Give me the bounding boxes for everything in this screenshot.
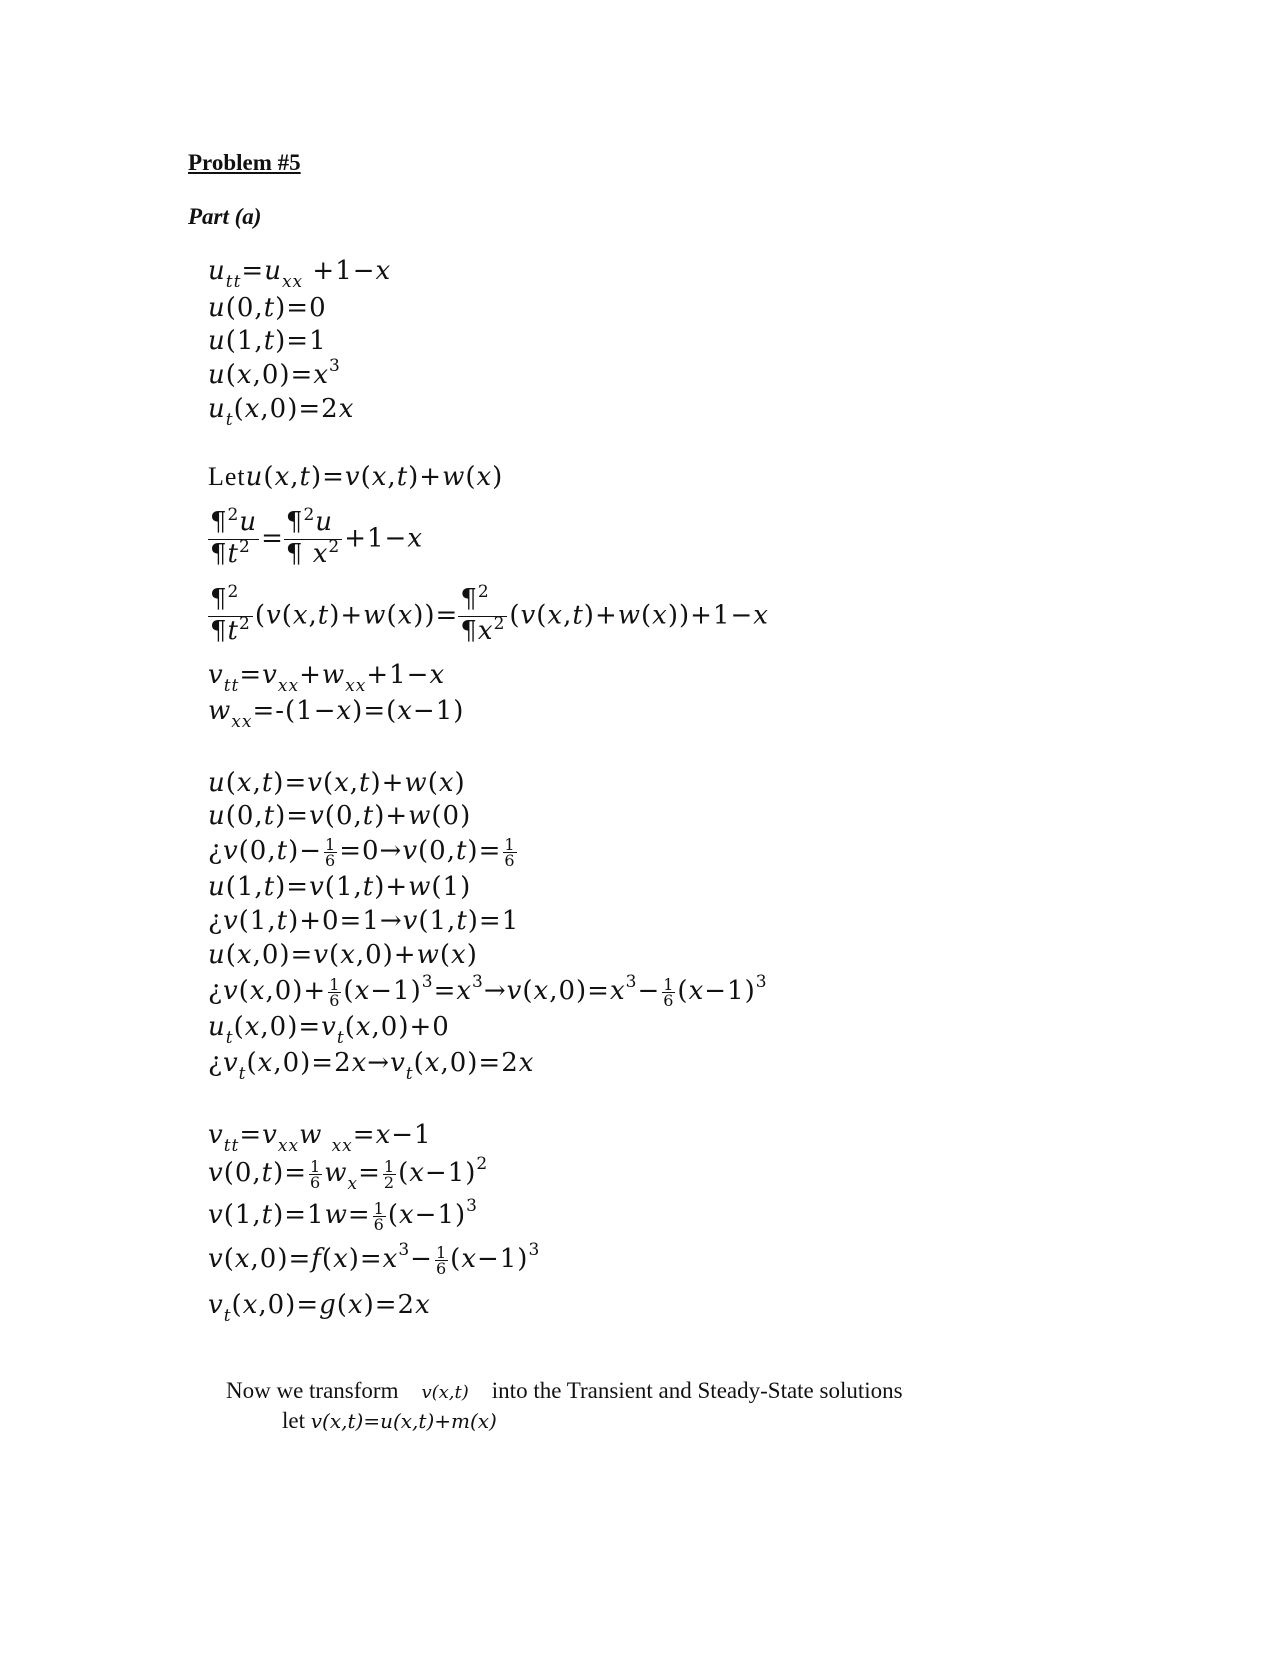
let-line-prefix: let [282,1408,305,1433]
equation-partial-form: $\frac{\P^2u}{\P t^2}$ = $\frac{\P^2u}{\P x^2}$ +1−x [210,505,424,569]
equation-v-bc-right-summary: v(1,t)=1w= $\frac{1}{6}$ $(x-1)^3$ [208,1196,478,1234]
equation-v-pde-summary: $v_{tt}=v_{xx}w$ $_{xx}$=x−1 [208,1120,432,1156]
transform-note [226,1378,903,1404]
equation-v-at-one: ¿v(1,t)+0=1→v(1,t)=1 [208,906,520,936]
equation-u-initial: u(x,0)=v(x,0)+w(x) [208,940,478,970]
equation-vt-initial-g: $v_t(x,0)=g(x)=2x$ [208,1290,431,1326]
equation-let-substitution: Letu(x,t)=v(x,t)+w(x) [208,462,504,492]
transform-note-before: Now we transform [226,1378,399,1403]
equation-u-decomposition: u(x,t)=v(x,t)+w(x) [208,768,466,798]
problem-title: Problem #5 [188,150,301,175]
equation-bc-left: u(0,t)=0 [208,293,327,323]
equation-vt-initial: ¿$v_t(x,0)=2x\to v_t(x,0)=2x$ [208,1048,535,1084]
let-line [282,1408,497,1434]
equation-ic-velocity: $u_t(x,0)=2x$ [208,394,355,430]
equation-ut-initial: $u_t(x,0)=v_t(x,0)+0$ [208,1012,450,1048]
equation-v-pde: $v_{tt}=v_{xx}+w_{xx}+1-x$ [208,660,446,696]
transform-note-after: into the Transient and Steady-State solutions [491,1378,903,1403]
equation-partial-substituted: $\frac{\P^2}{\P t^2}$ (v(x,t)+w(x))= $\frac{\P^2}{\P x^2}$ (v(x,t)+w(x))+1−x [210,582,769,646]
let-line-expr: v(x,t)=u(x,t)+m(x) [310,1409,497,1433]
equation-bc-right: u(1,t)=1 [208,326,327,356]
transform-note-var: v(x,t) [421,1382,469,1403]
equation-v-bc-left-summary: v(0,t)= $\frac{1}{6}$ $w_x=$ $\frac{1}{2}$ $(x-1)^2$ [208,1154,489,1194]
equation-pde: $u_{tt}=u_{xx} +1-x$ [208,256,392,292]
equation-u-at-zero: u(0,t)=v(0,t)+w(0) [208,801,472,831]
equation-v-initial: ¿v(x,0)+ $\frac{1}{6}$ $(x-1)^3=x^3\to v(x,0)=x^3-$ $\frac{1}{6}$ $(x-1)^3$ [208,972,768,1010]
equation-ic-position: $u(x,0)=x^3$ [208,356,341,390]
equation-v-initial-f: $v(x,0)=f(x)=x^3-$ $\frac{1}{6}$ $(x-1)^3$ [208,1240,541,1278]
equation-w-xx: $w_{xx}=-(1-x)=(x-1)$ [208,696,465,732]
part-heading: Part (a) [188,204,262,229]
equation-u-at-one: u(1,t)=v(1,t)+w(1) [208,872,472,902]
equation-v-at-zero: ¿v(0,t)− $\frac{1}{6}$ =0→v(0,t)= $\frac{1}{6}$ [208,834,516,870]
